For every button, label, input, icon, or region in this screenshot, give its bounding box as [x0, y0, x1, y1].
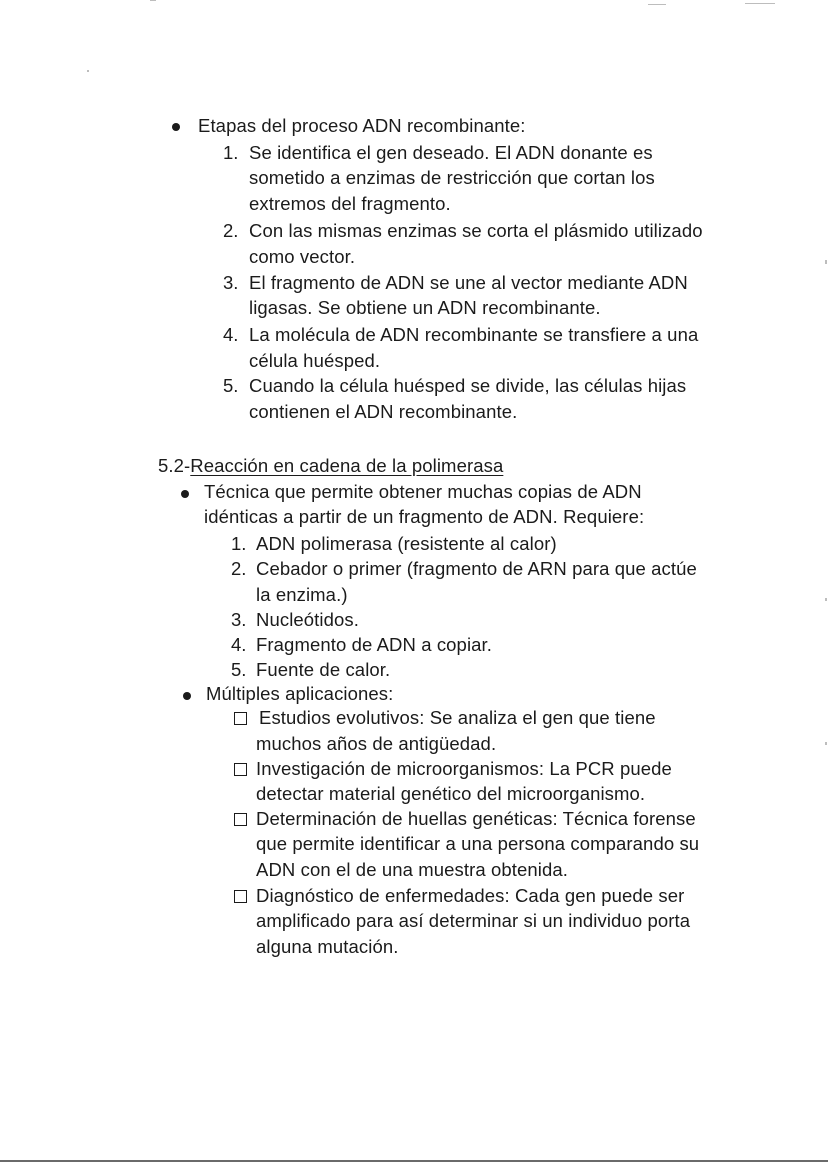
- application-line: Investigación de microorganismos: La PCR puede: [256, 758, 672, 779]
- scan-speck: [150, 0, 156, 1]
- requirement-line: la enzima.): [256, 584, 348, 605]
- step-1-line: Se identifica el gen deseado. El ADN donante es: [249, 142, 653, 163]
- requirement-line: Fuente de calor.: [256, 659, 391, 680]
- applications-title: Múltiples aplicaciones:: [206, 683, 394, 704]
- bullet-point: [183, 692, 191, 700]
- application-line: amplificado para así determinar si un individuo porta: [256, 910, 691, 931]
- application-line: Estudios evolutivos: Se analiza el gen que tiene: [259, 707, 656, 728]
- step-number: 3.: [223, 272, 239, 293]
- bullet-point: [181, 490, 189, 498]
- checkbox-icon: [234, 890, 247, 903]
- step-2-line: como vector.: [249, 246, 356, 267]
- bullet-point: [172, 123, 180, 131]
- section-heading: [158, 454, 503, 478]
- application-line: que permite identificar a una persona comparando su: [256, 833, 700, 854]
- scan-speck: [648, 4, 666, 5]
- checkbox-icon: [234, 712, 247, 725]
- step-1-line: extremos del fragmento.: [249, 193, 451, 214]
- scan-speck: [825, 742, 827, 745]
- step-3-line: El fragmento de ADN se une al vector mediante ADN: [249, 272, 688, 293]
- pcr-description-line: Técnica que permite obtener muchas copias de ADN: [204, 481, 642, 502]
- scan-speck: [745, 3, 775, 4]
- step-5-line: contienen el ADN recombinante.: [249, 401, 518, 422]
- requirement-number: 4.: [231, 634, 247, 655]
- scan-speck: [825, 260, 827, 264]
- step-4-line: La molécula de ADN recombinante se transfiere a una: [249, 324, 699, 345]
- step-3-line: ligasas. Se obtiene un ADN recombinante.: [249, 297, 601, 318]
- page-bottom-edge: [0, 1160, 828, 1162]
- checkbox-icon: [234, 813, 247, 826]
- requirement-line: ADN polimerasa (resistente al calor): [256, 533, 557, 554]
- requirement-line: Fragmento de ADN a copiar.: [256, 634, 493, 655]
- pcr-description-line: idénticas a partir de un fragmento de ADN. Requiere:: [204, 506, 645, 527]
- scan-speck: [825, 598, 827, 601]
- application-line: ADN con el de una muestra obtenida.: [256, 859, 569, 880]
- requirement-number: 5.: [231, 659, 247, 680]
- section-number: 5.2-: [158, 455, 191, 476]
- requirement-number: 2.: [231, 558, 247, 579]
- application-line: muchos años de antigüedad.: [256, 733, 497, 754]
- step-number: 5.: [223, 375, 239, 396]
- requirement-number: 3.: [231, 609, 247, 630]
- scan-speck: [87, 70, 89, 72]
- step-number: 4.: [223, 324, 239, 345]
- requirement-line: Cebador o primer (fragmento de ARN para que actúe: [256, 558, 697, 579]
- application-line: detectar material genético del microorganismo.: [256, 783, 646, 804]
- section-title: Reacción en cadena de la polimerasa: [190, 455, 504, 476]
- requirement-number: 1.: [231, 533, 247, 554]
- application-line: alguna mutación.: [256, 936, 399, 957]
- step-1-line: sometido a enzimas de restricción que cortan los: [249, 167, 655, 188]
- step-5-line: Cuando la célula huésped se divide, las células hijas: [249, 375, 687, 396]
- step-4-line: célula huésped.: [249, 350, 381, 371]
- requirement-line: Nucleótidos.: [256, 609, 360, 630]
- application-line: Diagnóstico de enfermedades: Cada gen puede ser: [256, 885, 685, 906]
- section1-title: Etapas del proceso ADN recombinante:: [198, 115, 526, 136]
- application-line: Determinación de huellas genéticas: Técnica forense: [256, 808, 696, 829]
- step-number: 2.: [223, 220, 239, 241]
- checkbox-icon: [234, 763, 247, 776]
- step-number: 1.: [223, 142, 239, 163]
- step-2-line: Con las mismas enzimas se corta el plásmido utilizado: [249, 220, 703, 241]
